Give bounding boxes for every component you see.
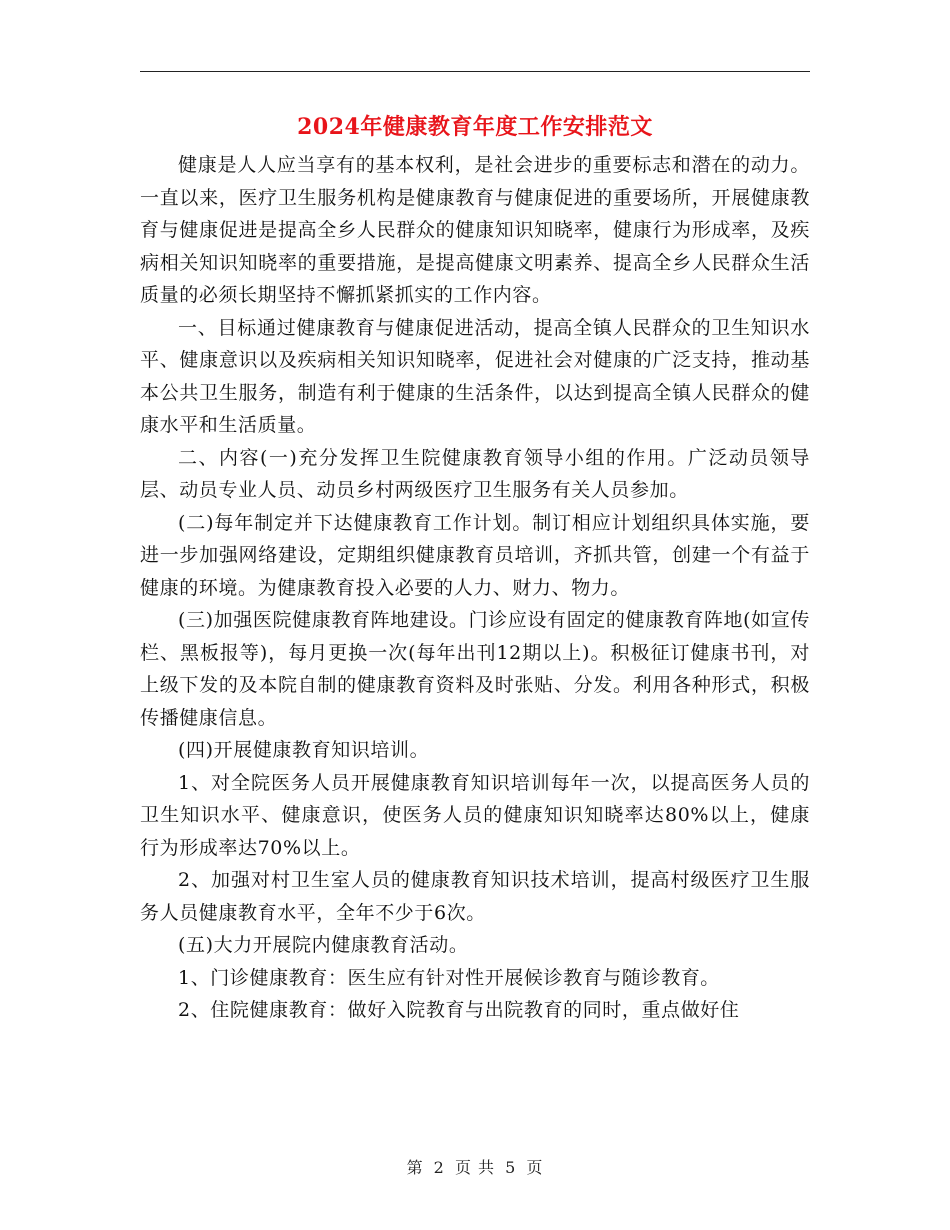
footer-suffix: 页 — [526, 1158, 544, 1177]
header-rule — [140, 71, 810, 72]
paragraph-activity-1: 1、门诊健康教育：医生应有针对性开展候诊教育与随诊教育。 — [178, 966, 720, 989]
document-body — [140, 149, 810, 1027]
paragraph-content-5-heading: (五)大力开展院内健康教育活动。 — [178, 934, 469, 956]
footer-current-page: 2 — [433, 1158, 445, 1177]
paragraph-activity-2: 2、住院健康教育：做好入院教育与出院教育的同时，重点做好住 — [178, 999, 740, 1021]
footer-prefix: 第 — [406, 1158, 424, 1177]
paragraph-goal: 一、目标通过健康教育与健康促进活动，提高全镇人民群众的卫生知识水平、健康意识以及疾病相关知识知晓率，促进社会对健康的广泛支持，推动基本公共卫生服务，制造有利于健康的生活条件，以达到提高全镇人民群众的健康水平和生活质量。 — [140, 316, 810, 436]
paragraph-content-1: 二、内容(一)充分发挥卫生院健康教育领导小组的作用。广泛动员领导层、动员专业人员、动员乡村两级医疗卫生服务有关人员参加。 — [140, 446, 810, 501]
paragraph-content-4-heading: (四)开展健康教育知识培训。 — [178, 739, 430, 761]
page-footer — [0, 1155, 950, 1178]
footer-total-pages: 5 — [505, 1158, 517, 1177]
document-title: 2024年健康教育年度工作安排范文 — [297, 114, 653, 140]
paragraph-content-3: (三)加强医院健康教育阵地建设。门诊应设有固定的健康教育阵地(如宣传栏、黑板报等)，每月更换一次(每年出刊12期以上)。积极征订健康书刊，对上级下发的及本院自制的健康教育资料及时张贴、分发。利用各种形式，积极传播健康信息。 — [140, 609, 810, 729]
paragraph-training-2: 2、加强对村卫生室人员的健康教育知识技术培训，提高村级医疗卫生服务人员健康教育水平，全年不少于6次。 — [140, 869, 810, 924]
footer-middle: 页 共 — [454, 1158, 496, 1177]
paragraph-content-2: (二)每年制定并下达健康教育工作计划。制订相应计划组织具体实施，要进一步加强网络建设，定期组织健康教育员培训，齐抓共管，创建一个有益于健康的环境。为健康教育投入必要的人力、财力、物力。 — [140, 511, 810, 599]
paragraph-intro: 健康是人人应当享有的基本权利，是社会进步的重要标志和潜在的动力。一直以来，医疗卫生服务机构是健康教育与健康促进的重要场所，开展健康教育与健康促进是提高全乡人民群众的健康知识知晓率，健康行为形成率，及疾病相关知识知晓率的重要措施，是提高健康文明素养、提高全乡人民群众生活质量的必须长期坚持不懈抓紧抓实的工作内容。 — [140, 154, 810, 306]
paragraph-training-1: 1、对全院医务人员开展健康教育知识培训每年一次，以提高医务人员的卫生知识水平、健康意识，使医务人员的健康知识知晓率达80%以上，健康行为形成率达70%以上。 — [140, 771, 810, 859]
